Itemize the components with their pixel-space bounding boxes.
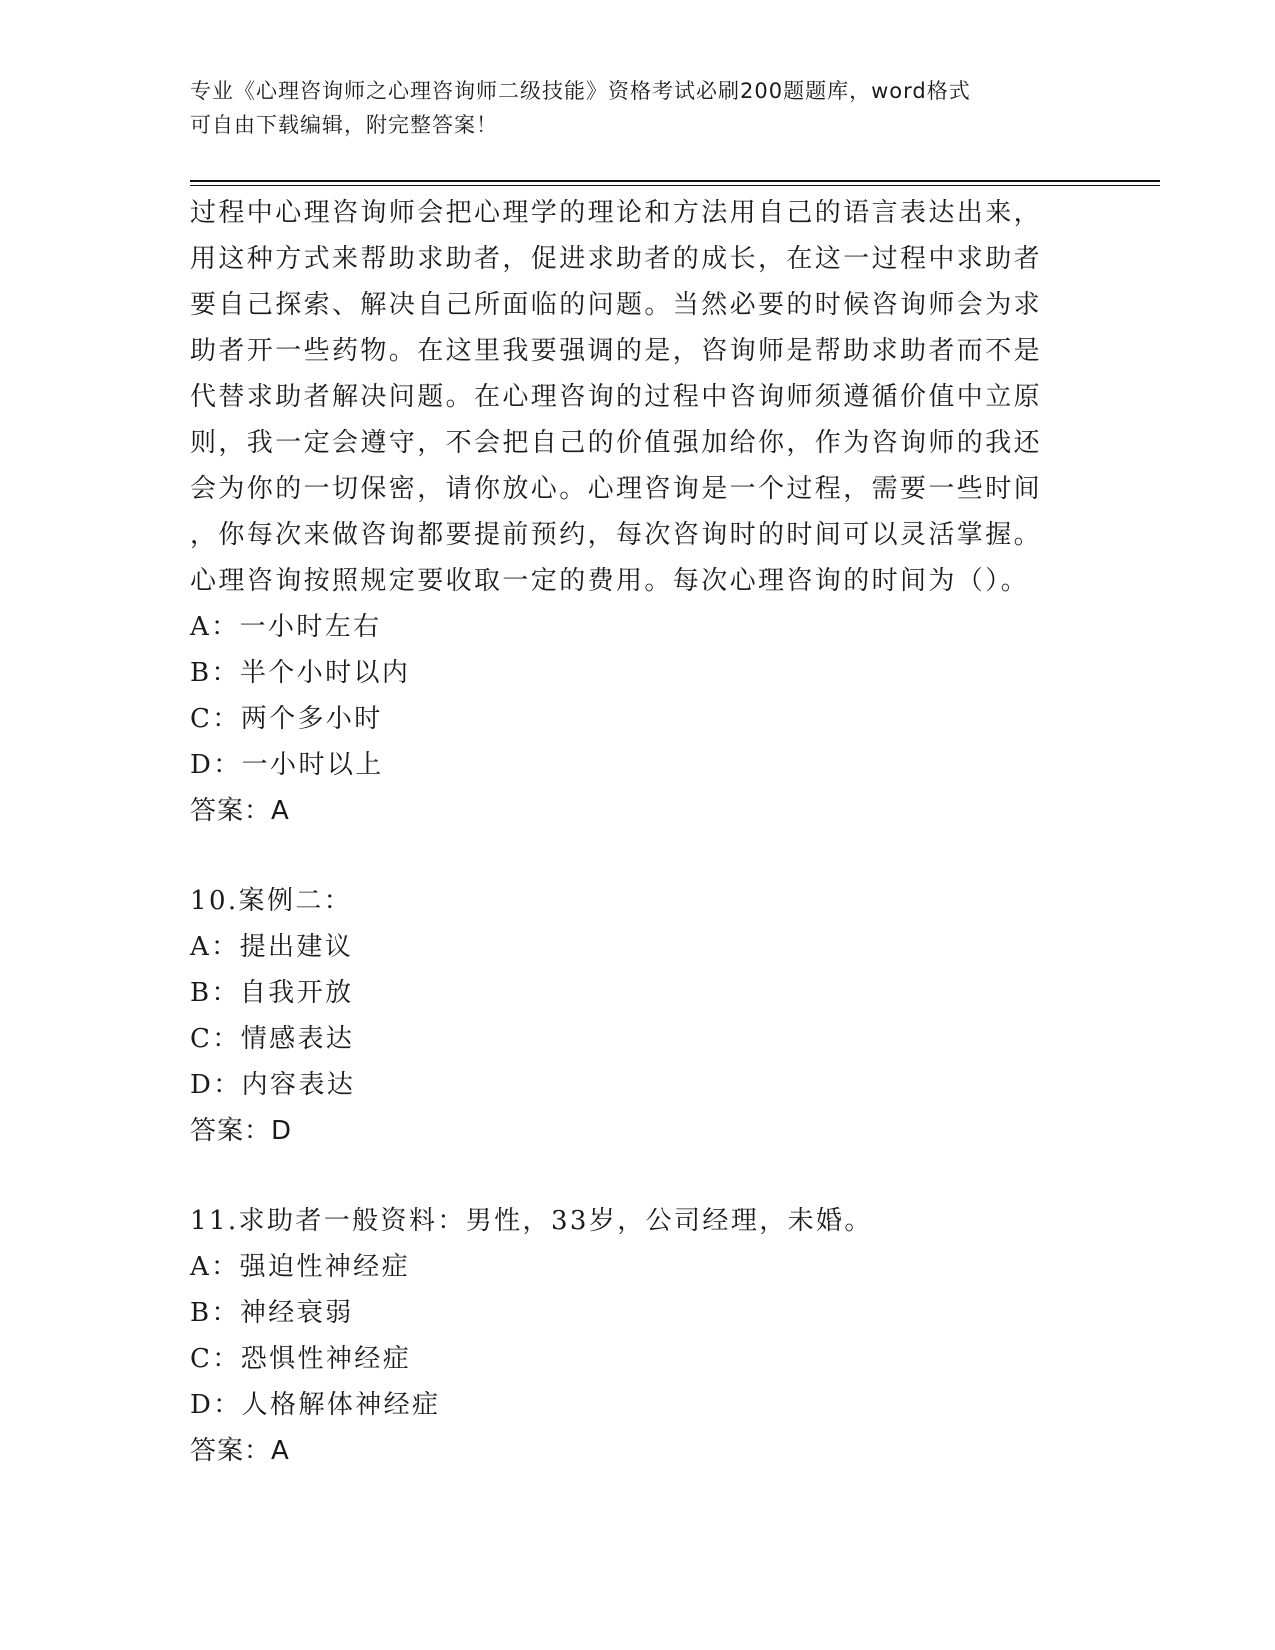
document-header (190, 74, 1070, 142)
option-a: A：强迫性神经症 (190, 1252, 410, 1282)
spacer (190, 834, 1090, 878)
header-line-1: 专业《心理咨询师之心理咨询师二级技能》资格考试必刷200题题库，word格式 (190, 79, 971, 103)
option-c: C：恐惧性神经症 (190, 1344, 412, 1374)
passage-line: 心理咨询按照规定要收取一定的费用。每次心理咨询的时间为（）。 (190, 566, 1030, 596)
passage-line: 助者开一些药物。在这里我要强调的是，咨询师是帮助求助者而不是 (190, 336, 1043, 366)
question-11-options (190, 1244, 1090, 1428)
passage-line: 代替求助者解决问题。在心理咨询的过程中咨询师须遵循价值中立原 (190, 382, 1043, 412)
option-a: A：一小时左右 (190, 612, 382, 642)
option-b: B：半个小时以内 (190, 658, 411, 688)
passage-line: 用这种方式来帮助求助者，促进求助者的成长，在这一过程中求助者 (190, 244, 1043, 274)
question-9-passage (190, 190, 1090, 604)
question-11-answer: 答案：A (190, 1436, 290, 1466)
question-11-stem: 11.求助者一般资料：男性，33岁，公司经理，未婚。 (190, 1206, 873, 1236)
question-10-options (190, 924, 1090, 1108)
option-b: B：自我开放 (190, 978, 354, 1008)
question-10-answer: 答案：D (190, 1116, 293, 1146)
option-b: B：神经衰弱 (190, 1298, 354, 1328)
passage-line: 过程中心理咨询师会把心理学的理论和方法用自己的语言表达出来， (190, 198, 1043, 228)
option-a: A：提出建议 (190, 932, 354, 962)
option-d: D：一小时以上 (190, 750, 384, 780)
header-line-2: 可自由下载编辑，附完整答案！ (190, 113, 498, 137)
option-c: C：两个多小时 (190, 704, 383, 734)
question-10-stem: 10.案例二： (190, 886, 353, 916)
option-d: D：人格解体神经症 (190, 1390, 441, 1420)
option-d: D：内容表达 (190, 1070, 356, 1100)
header-divider-thin (190, 185, 1160, 186)
option-c: C：情感表达 (190, 1024, 355, 1054)
passage-line: 要自己探索、解决自己所面临的问题。当然必要的时候咨询师会为求 (190, 290, 1043, 320)
passage-line: 会为你的一切保密，请你放心。心理咨询是一个过程，需要一些时间 (190, 474, 1043, 504)
question-9-options (190, 604, 1090, 788)
document-body (190, 190, 1090, 1474)
question-9-answer: 答案：A (190, 796, 290, 826)
header-divider-thick (190, 180, 1160, 182)
passage-line: 则，我一定会遵守，不会把自己的价值强加给你，作为咨询师的我还 (190, 428, 1043, 458)
spacer (190, 1154, 1090, 1198)
passage-line: ，你每次来做咨询都要提前预约，每次咨询时的时间可以灵活掌握。 (190, 520, 1043, 550)
